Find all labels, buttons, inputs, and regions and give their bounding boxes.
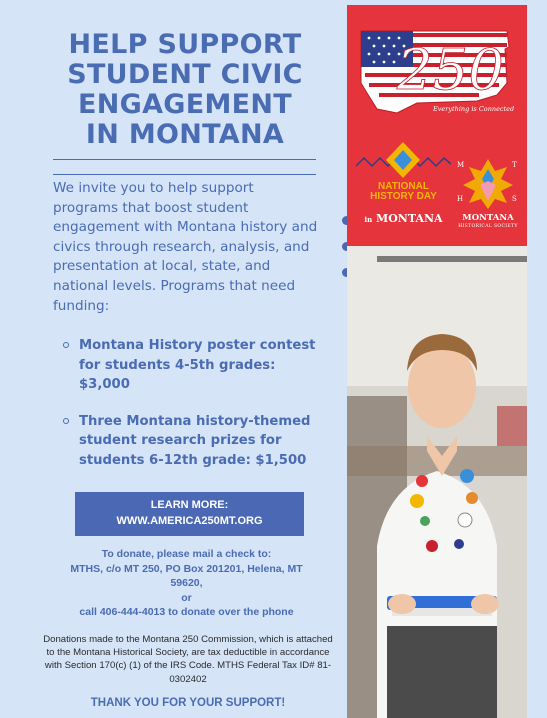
page-title bbox=[30, 30, 340, 150]
logo-panel bbox=[347, 5, 527, 246]
diamond-emblem-icon bbox=[356, 142, 451, 182]
funding-need-item bbox=[63, 412, 328, 471]
donate-line-3: 59620, bbox=[170, 577, 203, 590]
intro-paragraph: We invite you to help support programs that boost student engagement with Montana history and civics through research, analysis, and presentation at local, state, and national levels. Programs that need funding: bbox=[53, 180, 318, 314]
mths-letter-s: S bbox=[512, 195, 517, 203]
learn-more-label: LEARN MORE: bbox=[150, 499, 229, 511]
mths-letter-t: T bbox=[512, 161, 517, 169]
title-divider-bottom bbox=[53, 174, 316, 175]
title-line-1: HELP SUPPORT bbox=[68, 29, 302, 60]
montana-historical-society-logo bbox=[455, 155, 521, 235]
right-column bbox=[347, 5, 527, 718]
logo-tagline: Everything is Connected bbox=[433, 105, 515, 113]
donate-line-2: MTHS, c/o MT 250, PO Box 201201, Helena, MT bbox=[70, 562, 303, 575]
title-line-4: IN MONTANA bbox=[85, 119, 285, 150]
funding-need-item bbox=[63, 336, 328, 395]
learn-more-url: WWW.AMERICA250MT.ORG bbox=[116, 515, 263, 527]
funding-need-text: Montana History poster contest for students 4-5th grades: $3,000 bbox=[79, 338, 316, 392]
nhd-line-2: HISTORY DAY bbox=[370, 191, 437, 202]
tax-deductible-note: Donations made to the Montana 250 Commission, which is attached to the Montana Historical Society, are tax deductible in accordance with Section 170(c) (1) of the IRS Code. MTHS Federal Tax ID# 81-0302402 bbox=[43, 634, 333, 685]
title-divider-top bbox=[53, 159, 316, 160]
mths-letter-h: H bbox=[457, 195, 464, 203]
donate-instructions bbox=[48, 547, 325, 620]
student-photo bbox=[347, 246, 527, 718]
national-history-day-logo bbox=[356, 142, 451, 230]
thank-you-text: THANK YOU FOR YOUR SUPPORT! bbox=[90, 697, 286, 709]
nhd-state: MONTANA bbox=[376, 212, 443, 225]
right-margin bbox=[527, 0, 547, 718]
mths-name: MONTANA bbox=[462, 213, 514, 223]
title-line-3: ENGAGEMENT bbox=[77, 89, 293, 120]
funding-needs-list bbox=[63, 336, 328, 487]
nhd-title bbox=[356, 182, 451, 202]
learn-more-button[interactable] bbox=[75, 492, 304, 536]
funding-need-text: Three Montana history-themed student research prizes for students 6-12th grade: $1,500 bbox=[79, 413, 311, 468]
title-line-2: STUDENT CIVIC bbox=[67, 59, 303, 90]
nhd-in: in bbox=[364, 215, 373, 224]
donate-phone-line: call 406-444-4013 to donate over the phone bbox=[79, 606, 294, 619]
nhd-state-line bbox=[356, 212, 451, 225]
logo-250-number: 250 bbox=[397, 38, 504, 103]
nhd-line-1: NATIONAL bbox=[378, 181, 429, 192]
mths-subtitle: HISTORICAL SOCIETY bbox=[458, 224, 518, 229]
bullet-icon bbox=[63, 418, 69, 424]
student-illustration bbox=[347, 246, 527, 718]
donate-line-4: or bbox=[181, 591, 192, 604]
bullet-icon bbox=[63, 342, 69, 348]
mths-letter-m: M bbox=[457, 161, 465, 169]
donate-line-1: To donate, please mail a check to: bbox=[101, 548, 272, 560]
